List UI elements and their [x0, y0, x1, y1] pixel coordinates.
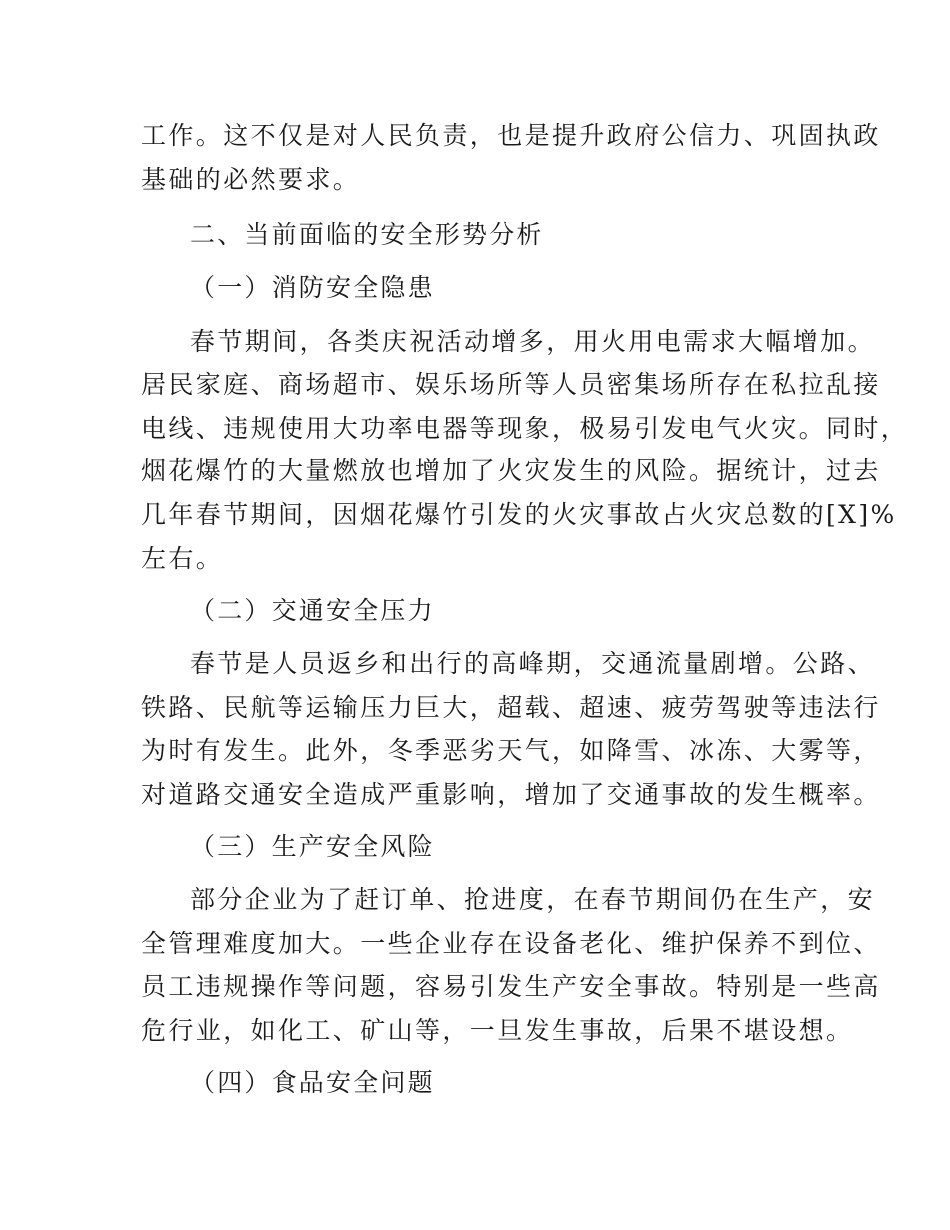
paragraph-line: 春节期间，各类庆祝活动增多，用火用电需求大幅增加。	[190, 327, 876, 356]
subsection-heading: （四）食品安全问题	[190, 1068, 435, 1097]
paragraph-line: 对道路交通安全造成严重影响，增加了交通事故的发生概率。	[141, 780, 881, 809]
paragraph-line: 居民家庭、商场超市、娱乐场所等人员密集场所存在私拉乱接	[141, 370, 881, 399]
section-heading: 二、当前面临的安全形势分析	[190, 220, 544, 249]
subsection-heading: （三）生产安全风险	[190, 832, 435, 861]
paragraph-line: 为时有发生。此外，冬季恶劣天气，如降雪、冰冻、大雾等，	[141, 736, 881, 765]
paragraph-line: 部分企业为了赶订单、抢进度，在春节期间仍在生产，安	[190, 885, 876, 914]
paragraph-line: 基础的必然要求。	[141, 165, 361, 194]
paragraph-line: 员工违规操作等问题，容易引发生产安全事故。特别是一些高	[141, 972, 881, 1001]
paragraph-line: 烟花爆竹的大量燃放也增加了火灾发生的风险。据统计，过去	[141, 456, 881, 485]
paragraph-line: 电线、违规使用大功率电器等现象，极易引发电气火灾。同时，	[141, 414, 909, 443]
subsection-heading: （一）消防安全隐患	[190, 273, 435, 302]
paragraph-line: 左右。	[141, 544, 224, 573]
paragraph-line: 工作。这不仅是对人民负责，也是提升政府公信力、巩固执政	[141, 121, 881, 150]
paragraph-line: 危行业，如化工、矿山等，一旦发生事故，后果不堪设想。	[141, 1016, 854, 1045]
paragraph-line: 全管理难度加大。一些企业存在设备老化、维护保养不到位、	[141, 929, 881, 958]
paragraph-line: 春节是人员返乡和出行的高峰期，交通流量剧增。公路、	[190, 649, 876, 678]
paragraph-line: 几年春节期间，因烟花爆竹引发的火灾事故占火灾总数的[X]%	[141, 500, 897, 529]
paragraph-line: 铁路、民航等运输压力巨大，超载、超速、疲劳驾驶等违法行	[141, 693, 881, 722]
subsection-heading: （二）交通安全压力	[190, 596, 435, 625]
